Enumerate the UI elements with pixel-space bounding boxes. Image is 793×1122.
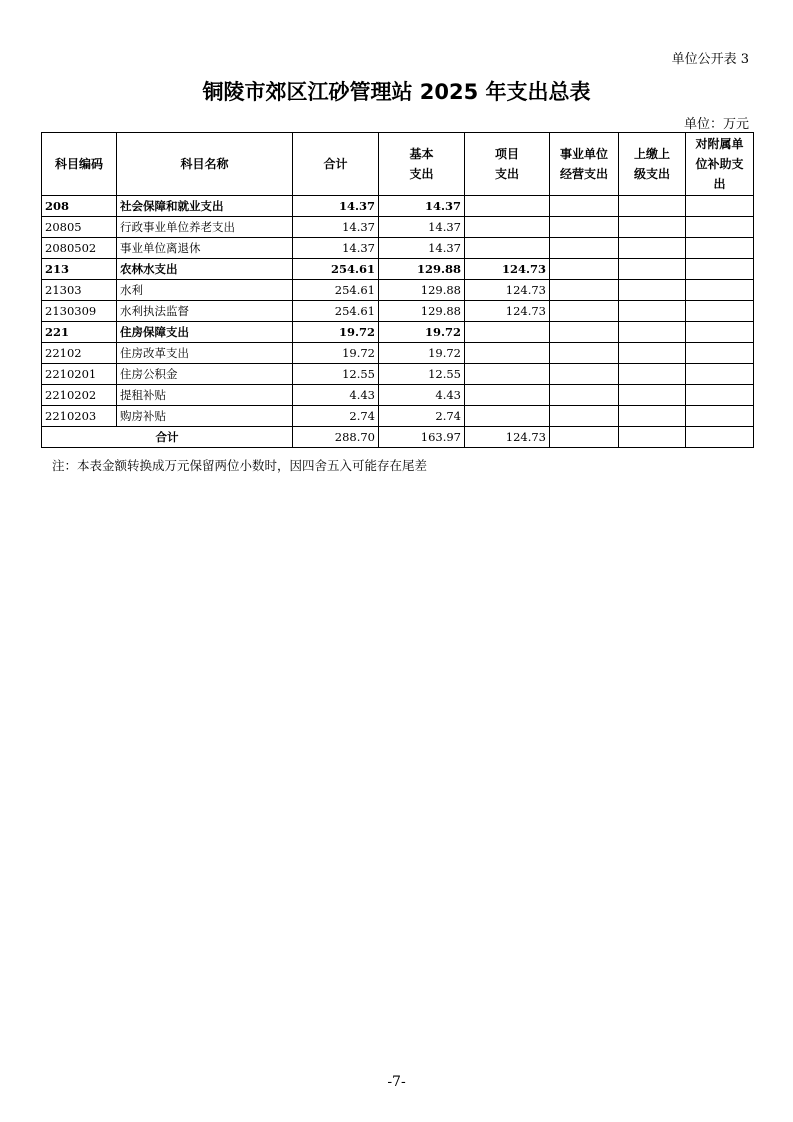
operating-expenditure-cell [550, 322, 619, 343]
total-cell: 19.72 [293, 322, 379, 343]
project-expenditure-cell [465, 343, 550, 364]
unit-label: 单位：万元 [683, 117, 749, 132]
footnote: 注：本表金额转换成万元保留两位小数时，因四舍五入可能存在尾差 [52, 458, 428, 473]
operating-expenditure-cell [550, 385, 619, 406]
total-row [42, 427, 754, 448]
subsidy-cell [686, 217, 754, 238]
column-header: 基本 支出 [379, 133, 465, 196]
basic-expenditure-cell: 19.72 [379, 322, 465, 343]
basic-expenditure-cell: 129.88 [379, 259, 465, 280]
page-title: 铜陵市郊区江砂管理站 2025 年支出总表 [202, 80, 591, 104]
remit-upper-cell [619, 280, 686, 301]
remit-upper-cell [619, 364, 686, 385]
subsidy-cell [686, 196, 754, 217]
subsidy-cell [686, 385, 754, 406]
project-expenditure-cell: 124.73 [465, 280, 550, 301]
subsidy-cell [686, 406, 754, 427]
subsidy-cell [686, 301, 754, 322]
basic-expenditure-cell: 19.72 [379, 343, 465, 364]
subject-code-cell: 2210201 [42, 364, 117, 385]
subject-name-cell: 水利执法监督 [117, 301, 293, 322]
total-cell: 254.61 [293, 259, 379, 280]
basic-expenditure-cell: 14.37 [379, 238, 465, 259]
table-row [42, 343, 754, 364]
subject-name-cell: 购房补贴 [117, 406, 293, 427]
subsidy-cell [686, 280, 754, 301]
subsidy-cell [686, 238, 754, 259]
subsidy-cell [686, 259, 754, 280]
subject-code-cell: 21303 [42, 280, 117, 301]
basic-expenditure-cell: 129.88 [379, 280, 465, 301]
table-row [42, 217, 754, 238]
table-row [42, 364, 754, 385]
total-cell: 2.74 [293, 406, 379, 427]
subject-name-cell: 住房保障支出 [117, 322, 293, 343]
table-row [42, 406, 754, 427]
column-header: 事业单位 经营支出 [550, 133, 619, 196]
subject-name-cell: 住房公积金 [117, 364, 293, 385]
project-expenditure-cell: 124.73 [465, 259, 550, 280]
table-row [42, 280, 754, 301]
subsidy-cell [686, 343, 754, 364]
column-header: 项目 支出 [465, 133, 550, 196]
table-row [42, 301, 754, 322]
table-row [42, 196, 754, 217]
operating-expenditure-cell [550, 259, 619, 280]
operating-expenditure-cell [550, 217, 619, 238]
operating-expenditure-cell [550, 196, 619, 217]
subject-name-cell: 社会保障和就业支出 [117, 196, 293, 217]
total-cell: 254.61 [293, 301, 379, 322]
column-header: 科目编码 [42, 133, 117, 196]
remit-upper-cell [619, 322, 686, 343]
table-row [42, 238, 754, 259]
table-id-label: 单位公开表 3 [671, 52, 749, 67]
subject-name-cell: 农林水支出 [117, 259, 293, 280]
subject-code-cell: 208 [42, 196, 117, 217]
remit-upper-cell [619, 238, 686, 259]
remit-upper-cell [619, 217, 686, 238]
subject-code-cell: 2210203 [42, 406, 117, 427]
column-header: 上缴上 级支出 [619, 133, 686, 196]
operating-expenditure-cell [550, 301, 619, 322]
basic-expenditure-cell: 12.55 [379, 364, 465, 385]
total-label: 合计 [42, 427, 293, 448]
basic-expenditure-cell: 2.74 [379, 406, 465, 427]
table-row [42, 322, 754, 343]
basic-expenditure-cell: 14.37 [379, 217, 465, 238]
remit-upper-cell [619, 385, 686, 406]
project-expenditure-cell [465, 385, 550, 406]
table-header-row [42, 133, 754, 196]
subsidy-cell [686, 322, 754, 343]
page-number: -7- [387, 1074, 406, 1090]
operating-expenditure-cell [550, 238, 619, 259]
subject-code-cell: 2130309 [42, 301, 117, 322]
basic-expenditure-cell: 14.37 [379, 196, 465, 217]
project-expenditure-cell [465, 364, 550, 385]
project-expenditure-cell [465, 406, 550, 427]
subject-name-cell: 提租补贴 [117, 385, 293, 406]
total-cell: 288.70 [293, 427, 379, 448]
column-header: 科目名称 [117, 133, 293, 196]
subject-code-cell: 213 [42, 259, 117, 280]
remit-upper-cell [619, 343, 686, 364]
subject-name-cell: 水利 [117, 280, 293, 301]
column-header: 合计 [293, 133, 379, 196]
table-row [42, 385, 754, 406]
subject-name-cell: 事业单位离退休 [117, 238, 293, 259]
total-cell: 19.72 [293, 343, 379, 364]
total-cell: 14.37 [293, 217, 379, 238]
operating-expenditure-cell [550, 343, 619, 364]
total-cell: 14.37 [293, 196, 379, 217]
subject-name-cell: 行政事业单位养老支出 [117, 217, 293, 238]
remit-upper-cell [619, 406, 686, 427]
project-expenditure-cell [465, 196, 550, 217]
table-body [42, 196, 754, 448]
remit-upper-cell [619, 427, 686, 448]
expenditure-table [41, 132, 754, 448]
subsidy-cell [686, 364, 754, 385]
operating-expenditure-cell [550, 280, 619, 301]
subject-code-cell: 20805 [42, 217, 117, 238]
project-expenditure-cell [465, 217, 550, 238]
basic-expenditure-cell: 163.97 [379, 427, 465, 448]
project-expenditure-cell [465, 238, 550, 259]
subject-code-cell: 2210202 [42, 385, 117, 406]
total-cell: 4.43 [293, 385, 379, 406]
basic-expenditure-cell: 129.88 [379, 301, 465, 322]
subject-code-cell: 221 [42, 322, 117, 343]
column-header: 对附属单 位补助支 出 [686, 133, 754, 196]
project-expenditure-cell: 124.73 [465, 301, 550, 322]
table-row [42, 259, 754, 280]
remit-upper-cell [619, 259, 686, 280]
subject-code-cell: 22102 [42, 343, 117, 364]
remit-upper-cell [619, 301, 686, 322]
operating-expenditure-cell [550, 427, 619, 448]
total-cell: 254.61 [293, 280, 379, 301]
subsidy-cell [686, 427, 754, 448]
project-expenditure-cell [465, 322, 550, 343]
remit-upper-cell [619, 196, 686, 217]
subject-code-cell: 2080502 [42, 238, 117, 259]
subject-name-cell: 住房改革支出 [117, 343, 293, 364]
total-cell: 12.55 [293, 364, 379, 385]
operating-expenditure-cell [550, 364, 619, 385]
project-expenditure-cell: 124.73 [465, 427, 550, 448]
total-cell: 14.37 [293, 238, 379, 259]
basic-expenditure-cell: 4.43 [379, 385, 465, 406]
operating-expenditure-cell [550, 406, 619, 427]
